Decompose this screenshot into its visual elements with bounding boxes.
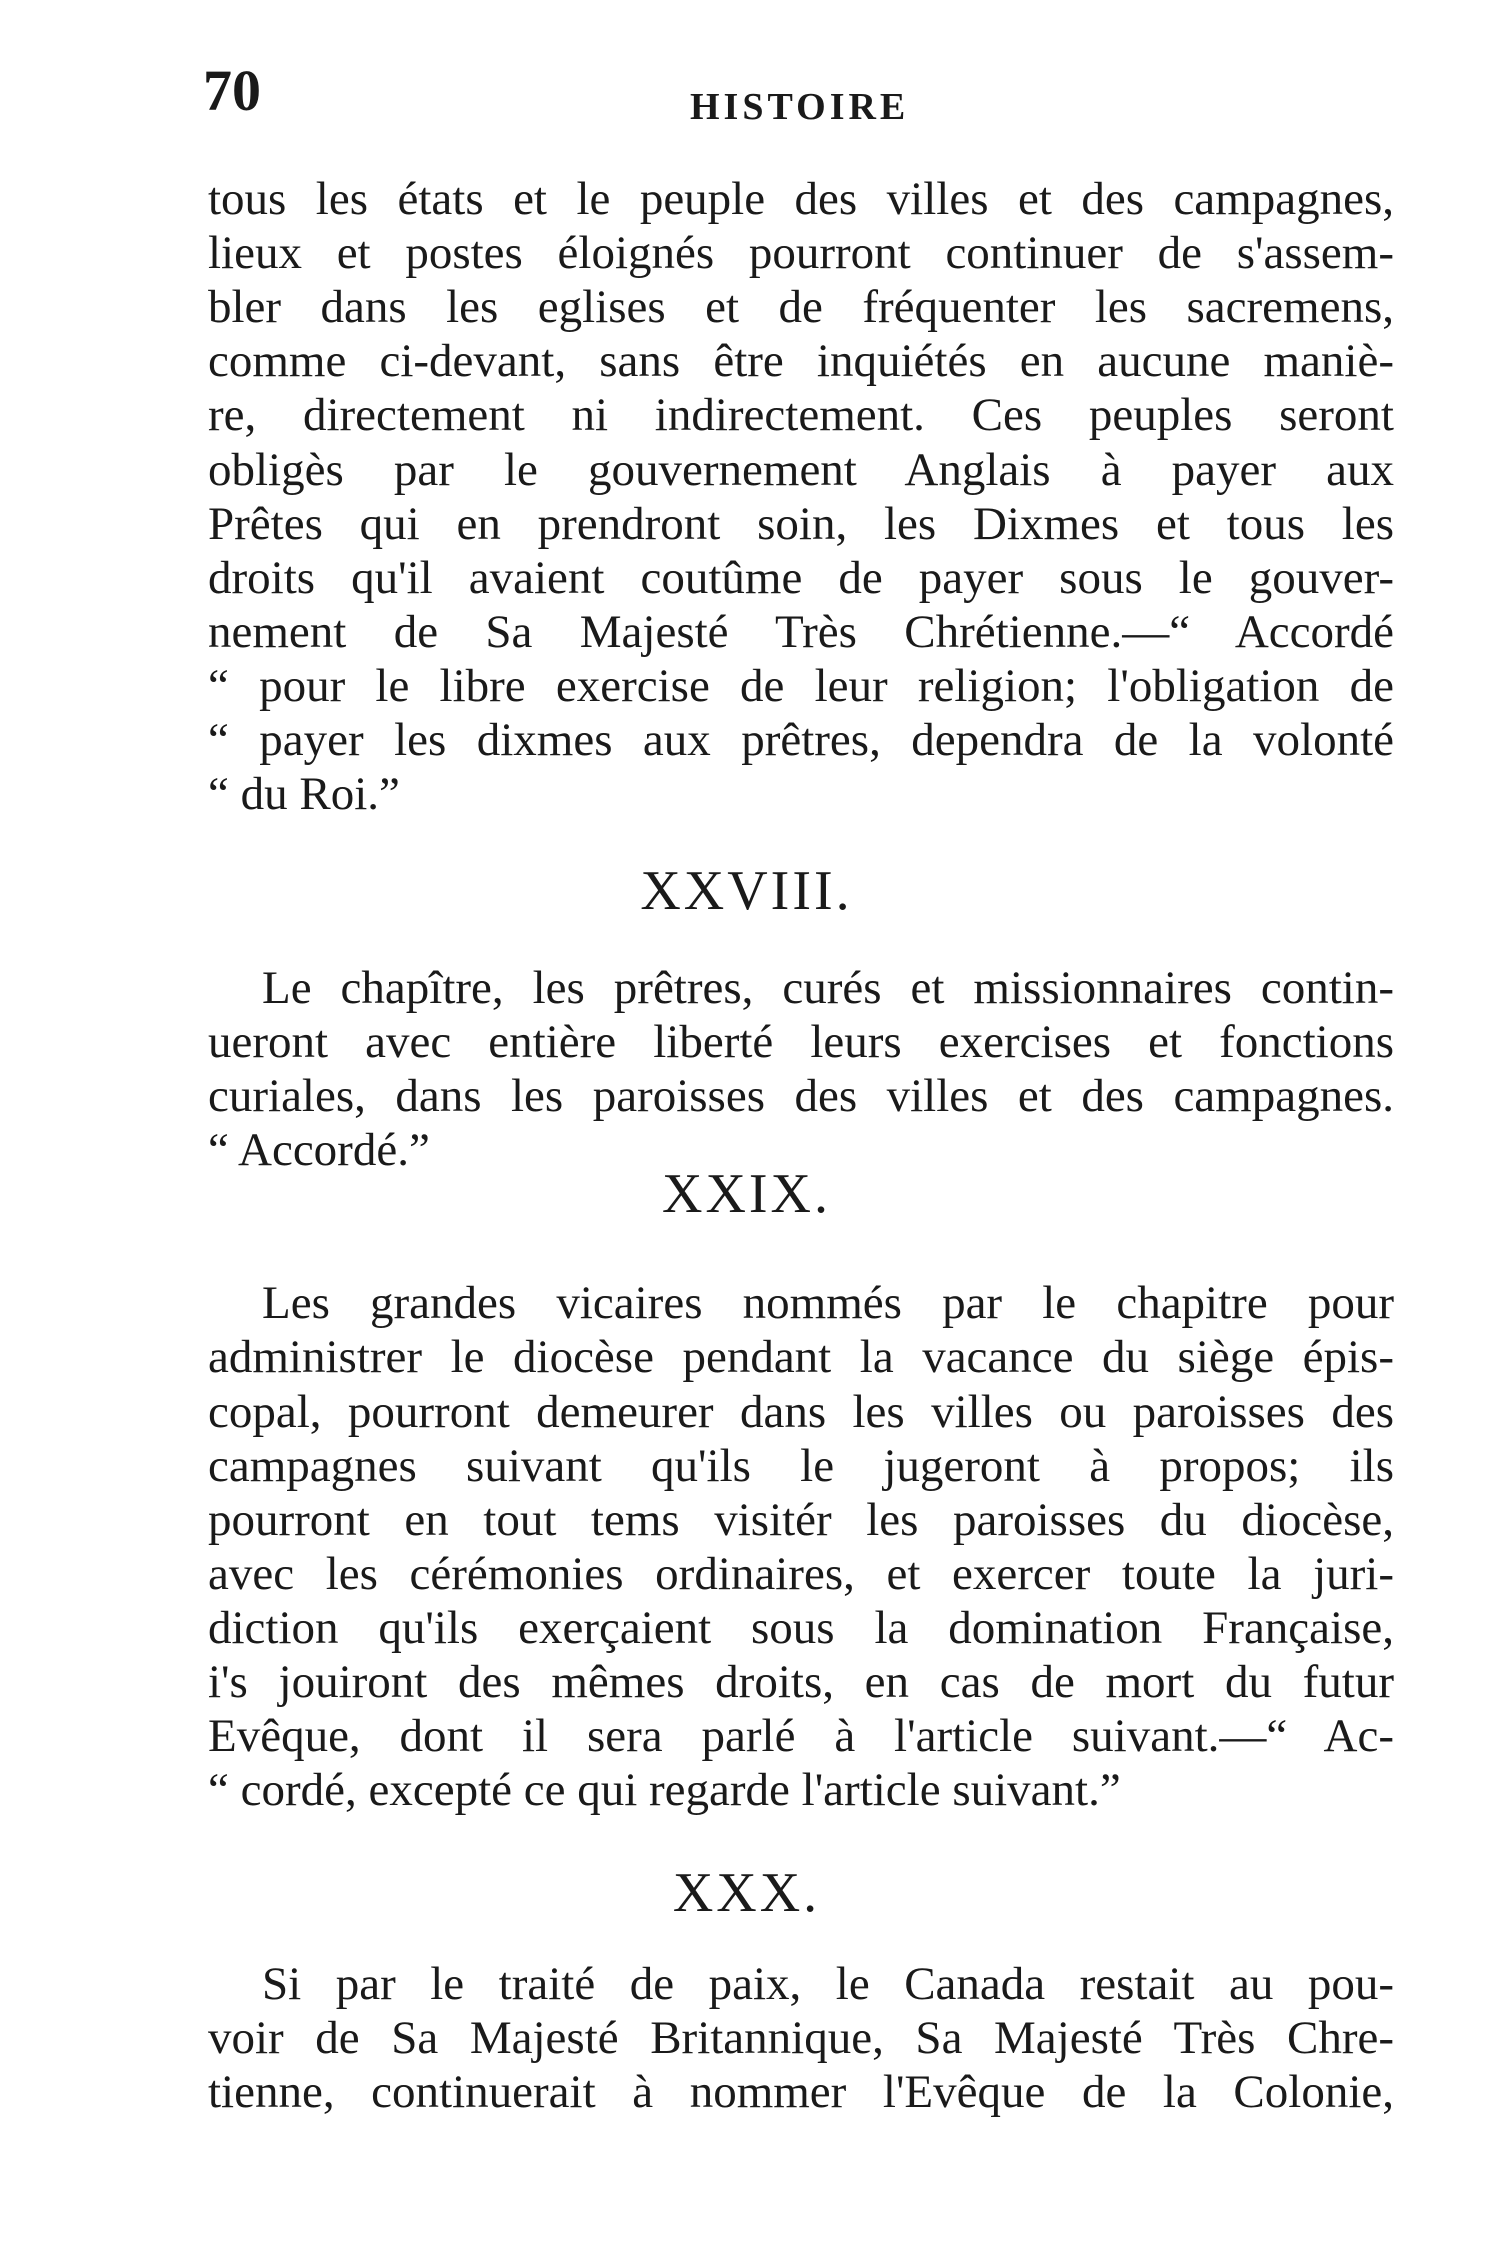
text-line: campagnes suivant qu'ils le jugeront à propos; ils bbox=[208, 1440, 1394, 1492]
text-line: tous les états et le peuple des villes et des campagnes, bbox=[208, 173, 1394, 225]
text-line: droits qu'il avaient coutûme de payer sous le gouver- bbox=[208, 552, 1394, 604]
section-heading-xxix: XXIX. bbox=[662, 1163, 831, 1225]
text-line: curiales, dans les paroisses des villes et des campagnes. bbox=[208, 1070, 1394, 1122]
text-line: voir de Sa Majesté Britannique, Sa Majesté Très Chre- bbox=[208, 2012, 1394, 2064]
text-line: bler dans les eglises et de fréquenter les sacremens, bbox=[208, 281, 1394, 333]
text-line: re, directement ni indirectement. Ces peuples seront bbox=[208, 389, 1394, 441]
text-line: Prêtes qui en prendront soin, les Dixmes et tous les bbox=[208, 498, 1394, 550]
text-line: nement de Sa Majesté Très Chrétienne.—“ Accordé bbox=[208, 606, 1394, 658]
text-line: obligès par le gouvernement Anglais à payer aux bbox=[208, 444, 1394, 496]
section-heading-xxviii: XXVIII. bbox=[640, 860, 853, 922]
text-line: “ cordé, excepté ce qui regarde l'article suivant.” bbox=[208, 1764, 1121, 1816]
text-line: lieux et postes éloignés pourront continuer de s'assem- bbox=[208, 227, 1394, 279]
text-line: Les grandes vicaires nommés par le chapitre pour bbox=[262, 1277, 1394, 1329]
text-line: ueront avec entière liberté leurs exercises et fonctions bbox=[208, 1016, 1394, 1068]
text-line: Le chapître, les prêtres, curés et missionnaires contin- bbox=[262, 962, 1394, 1014]
running-head: HISTOIRE bbox=[690, 86, 910, 128]
text-line: tienne, continuerait à nommer l'Evêque de la Colonie, bbox=[208, 2066, 1394, 2118]
section-heading-xxx: XXX. bbox=[672, 1862, 821, 1924]
text-line: pourront en tout tems visitér les paroisses du diocèse, bbox=[208, 1494, 1394, 1546]
text-line: administrer le diocèse pendant la vacance du siège épis- bbox=[208, 1331, 1394, 1383]
text-line: “ pour le libre exercise de leur religion; l'obligation de bbox=[208, 660, 1394, 712]
text-line: i's jouiront des mêmes droits, en cas de mort du futur bbox=[208, 1656, 1394, 1708]
text-line: “ du Roi.” bbox=[208, 768, 400, 820]
text-line: diction qu'ils exerçaient sous la domination Française, bbox=[208, 1602, 1394, 1654]
text-line: Evêque, dont il sera parlé à l'article suivant.—“ Ac- bbox=[208, 1710, 1394, 1762]
text-line: “ Accordé.” bbox=[208, 1124, 430, 1176]
text-line: avec les cérémonies ordinaires, et exercer toute la juri- bbox=[208, 1548, 1394, 1600]
text-line: “ payer les dixmes aux prêtres, dependra de la volonté bbox=[208, 714, 1394, 766]
text-line: copal, pourront demeurer dans les villes ou paroisses des bbox=[208, 1386, 1394, 1438]
text-line: comme ci-devant, sans être inquiétés en aucune maniè- bbox=[208, 335, 1394, 387]
page-number: 70 bbox=[203, 58, 261, 123]
text-line: Si par le traité de paix, le Canada restait au pou- bbox=[262, 1958, 1394, 2010]
